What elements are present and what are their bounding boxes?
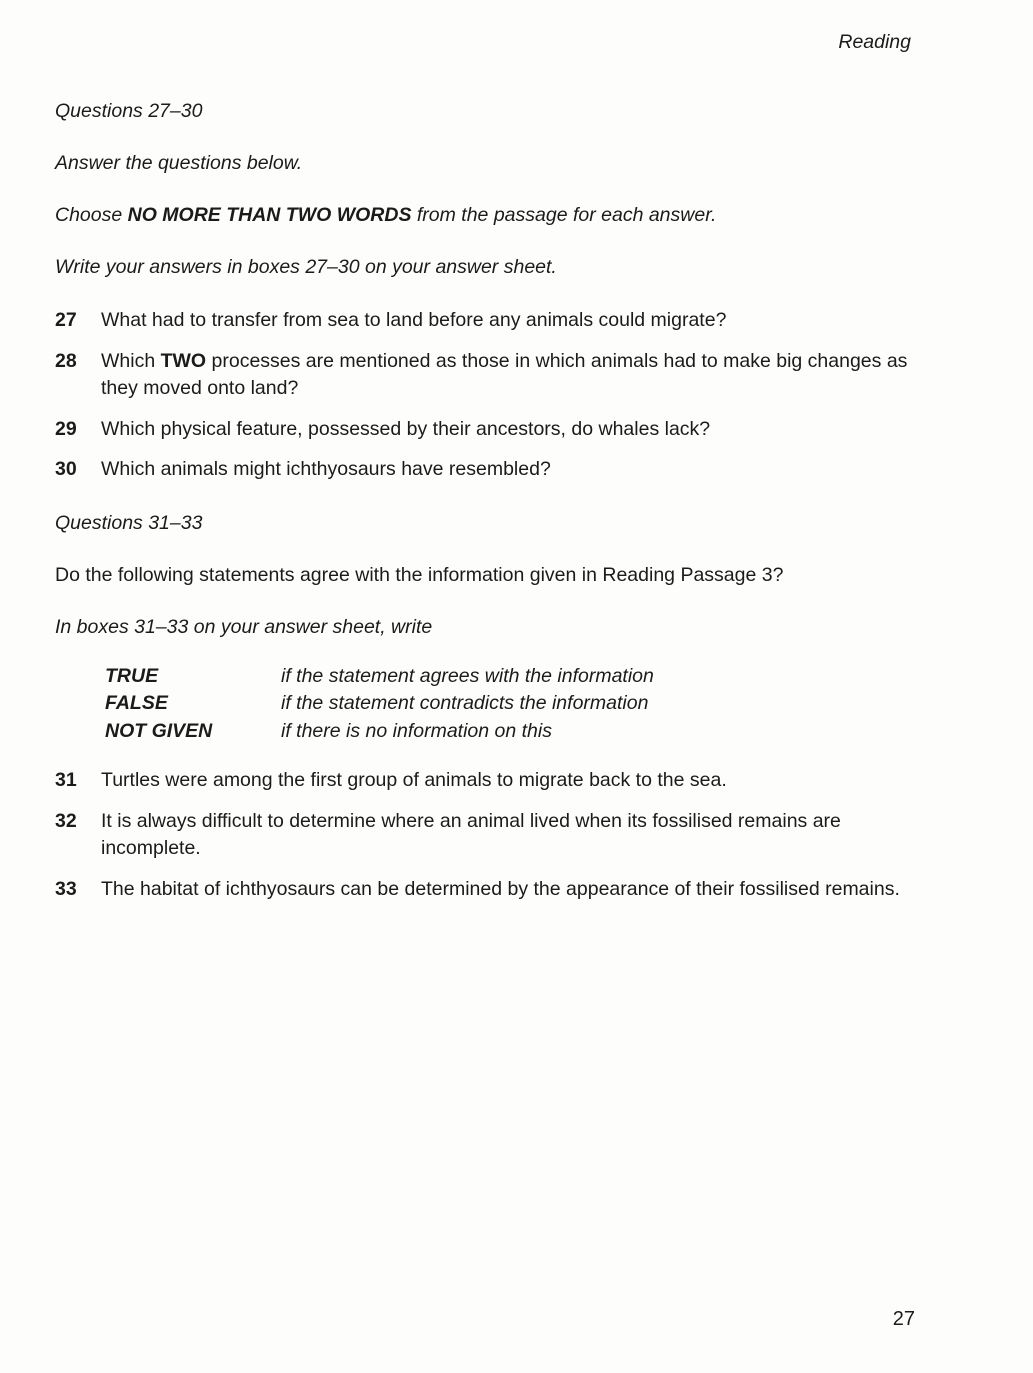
question-number: 31 <box>55 769 77 791</box>
question-text: Turtles were among the first group of animals to migrate back to the sea. <box>101 769 727 791</box>
page-header <box>55 30 933 54</box>
question-28 <box>55 348 933 403</box>
legend-label-false: FALSE <box>105 692 168 714</box>
question-30 <box>55 456 933 484</box>
question-27 <box>55 307 933 335</box>
question-number: 32 <box>55 809 77 832</box>
legend-row-false <box>105 690 933 718</box>
question-number: 28 <box>55 349 77 372</box>
question-text: Which physical feature, possessed by their ancestors, do whales lack? <box>101 417 711 440</box>
question-32 <box>55 808 933 863</box>
question-number: 30 <box>55 458 77 480</box>
question-33 <box>55 876 933 904</box>
instruction-choose-words <box>55 202 895 229</box>
question-28-bold: TWO <box>160 349 207 372</box>
header-title: Reading <box>838 31 911 53</box>
legend-definition-not-given: if there is no information on this <box>281 719 552 742</box>
question-number: 33 <box>55 877 77 900</box>
question-text: It is always difficult to determine where an animal lived when its fossilised remains are incomplete. <box>101 809 841 859</box>
question-number: 29 <box>55 417 77 440</box>
instruction-answer-below: Answer the questions below. <box>55 152 303 174</box>
question-text: Which animals might ichthyosaurs have resembled? <box>101 458 551 480</box>
page-number: 27 <box>892 1308 915 1330</box>
question-text <box>101 348 913 403</box>
legend-row-true <box>105 663 933 691</box>
legend-label-true: TRUE <box>105 664 159 687</box>
question-29 <box>55 416 933 444</box>
legend-definition-true: if the statement agrees with the information <box>281 664 654 687</box>
question-text: What had to transfer from sea to land before any animals could migrate? <box>101 309 727 331</box>
question-number: 27 <box>55 309 77 331</box>
question-28-post: processes are mentioned as those in which animals had to make big changes as they moved onto land? <box>101 349 908 399</box>
true-false-notgiven-legend <box>105 663 933 746</box>
question-28-pre: Which <box>101 349 161 372</box>
section-title-questions-27-30: Questions 27–30 <box>55 100 203 122</box>
instruction-choose-bold: NO MORE THAN TWO WORDS <box>127 204 412 226</box>
question-text: The habitat of ichthyosaurs can be determined by the appearance of their fossilised remains. <box>101 877 900 900</box>
instruction-write-answers: Write your answers in boxes 27–30 on your answer sheet. <box>55 256 557 278</box>
legend-label-not-given: NOT GIVEN <box>105 719 213 742</box>
instruction-in-boxes: In boxes 31–33 on your answer sheet, write <box>55 615 433 638</box>
instruction-choose-post: from the passage for each answer. <box>411 204 717 226</box>
section-title-questions-31-33: Questions 31–33 <box>55 511 203 534</box>
instruction-statements-agree: Do the following statements agree with the information given in Reading Passage 3? <box>55 563 784 586</box>
question-31 <box>55 767 933 795</box>
instruction-choose-pre: Choose <box>55 204 128 226</box>
legend-row-not-given <box>105 718 933 746</box>
legend-definition-false: if the statement contradicts the information <box>281 692 649 714</box>
